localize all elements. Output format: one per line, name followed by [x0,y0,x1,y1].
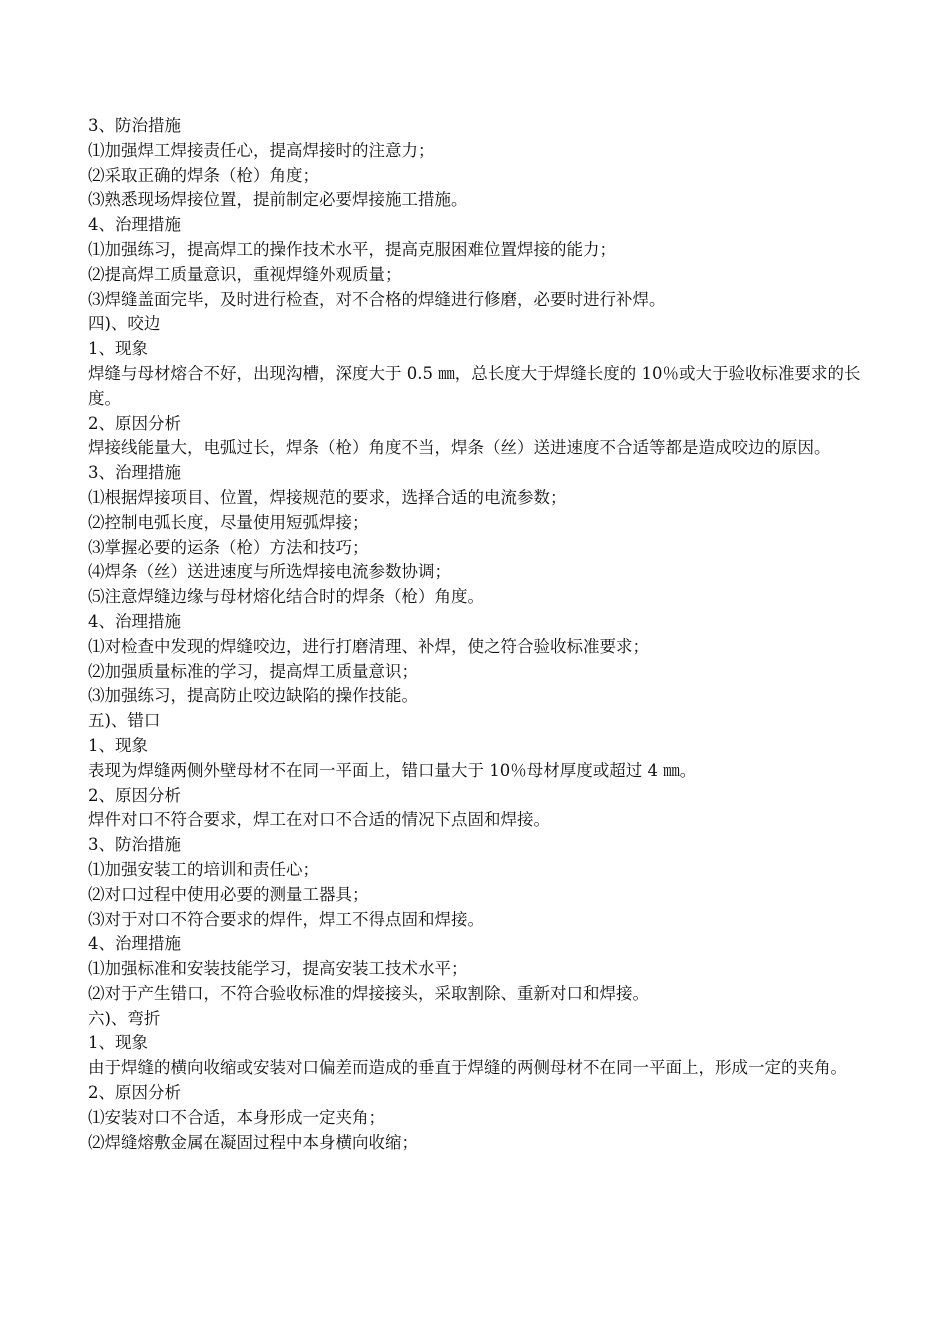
text-line: 3、防治措施 [88,116,181,135]
text-line: 1、现象 [88,735,148,755]
text-line: 4、治理措施 [88,934,181,954]
text-line: ⑶掌握必要的运条（枪）方法和技巧； [88,537,369,557]
text-line: 焊件对口不符合要求，焊工在对口不合适的情况下点固和焊接。 [88,810,550,830]
text-line: ⑸注意焊缝边缘与母材熔化结合时的焊条（枪）角度。 [88,587,484,607]
text-line: 四)、咬边 [88,314,161,334]
text-line: 由于焊缝的横向收缩或安装对口偏差而造成的垂直于焊缝的两侧母材不在同一平面上，形成一定的夹角。 [88,1058,847,1078]
text-line: ⑶焊缝盖面完毕，及时进行检查，对不合格的焊缝进行修磨，必要时进行补焊。 [88,289,666,309]
text-line: ⑵提高焊工质量意识，重视焊缝外观质量； [88,264,402,284]
text-line: 五)、错口 [88,711,161,731]
text-line: ⑴加强焊工焊接责任心，提高焊接时的注意力； [88,140,435,160]
text-line: 1、现象 [88,339,148,359]
text-line: 1、现象 [88,1033,148,1053]
text-line: ⑶对于对口不符合要求的焊件，焊工不得点固和焊接。 [88,909,484,929]
text-line: 2、原因分析 [88,1083,181,1103]
text-line: 六)、弯折 [88,1008,161,1028]
text-line: 4、治理措施 [88,611,181,631]
text-line: 焊接线能量大，电弧过长，焊条（枪）角度不当，焊条（丝）送进速度不合适等都是造成咬边的原因。 [88,438,831,458]
text-line: ⑷焊条（丝）送进速度与所选焊接电流参数协调； [88,562,451,582]
text-line: ⑵对口过程中使用必要的测量工器具； [88,884,369,904]
text-line: 焊缝与母材熔合不好，出现沟槽，深度大于 0.5 ㎜，总长度大于焊缝长度的 10％或大于验收标准要求的长度。 [88,363,861,408]
text-line: 3、治理措施 [88,463,181,483]
text-line: ⑶加强练习，提高防止咬边缺陷的操作技能。 [88,686,418,706]
text-line: ⑴加强安装工的培训和责任心； [88,859,319,879]
text-line: ⑵焊缝熔敷金属在凝固过程中本身横向收缩； [88,1132,418,1152]
text-line: 3、防治措施 [88,835,181,855]
text-line: 2、原因分析 [88,785,181,805]
text-line: ⑴对检查中发现的焊缝咬边，进行打磨清理、补焊，使之符合验收标准要求； [88,636,649,656]
text-line: 2、原因分析 [88,413,181,433]
text-line: ⑵加强质量标准的学习，提高焊工质量意识； [88,661,418,681]
text-line: ⑵控制电弧长度，尽量使用短弧焊接； [88,512,369,532]
text-line: ⑴根据焊接项目、位置，焊接规范的要求，选择合适的电流参数； [88,487,567,507]
document-body [88,114,868,1155]
text-line: 表现为焊缝两侧外壁母材不在同一平面上，错口量大于 10％母材厚度或超过 4 ㎜。 [88,760,697,780]
text-line: ⑵采取正确的焊条（枪）角度； [88,165,319,185]
text-line: ⑶熟悉现场焊接位置，提前制定必要焊接施工措施。 [88,190,468,210]
text-line: ⑵对于产生错口，不符合验收标准的焊接接头，采取割除、重新对口和焊接。 [88,983,649,1003]
text-line: ⑴加强标准和安装技能学习，提高安装工技术水平； [88,959,468,979]
text-line: 4、治理措施 [88,215,181,235]
text-line: ⑴安装对口不合适，本身形成一定夹角； [88,1107,385,1127]
text-line: ⑴加强练习，提高焊工的操作技术水平，提高克服困难位置焊接的能力； [88,239,616,259]
